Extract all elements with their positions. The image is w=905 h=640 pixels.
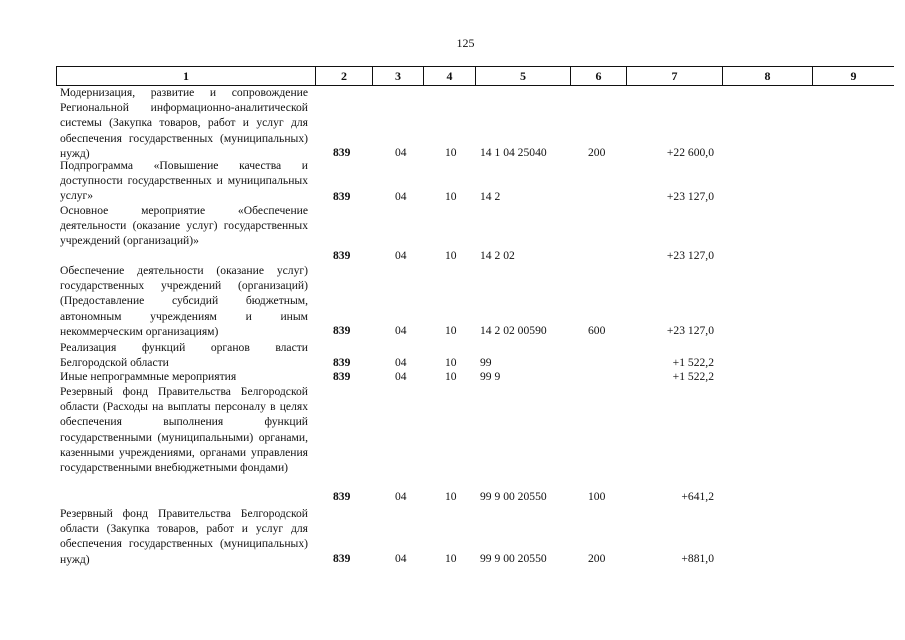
row-subsection: 10	[445, 146, 457, 159]
row-amount: +23 127,0	[666, 324, 714, 337]
row-ved: 839	[333, 190, 351, 203]
row-section: 04	[395, 249, 407, 262]
header-col-1: 1	[57, 67, 316, 85]
row-expense-type: 100	[588, 490, 606, 503]
row-subsection: 10	[445, 249, 457, 262]
row-description: Модернизация, развитие и сопровождение Региональной информационно-аналитической системы (Закупка товаров, работ и услуг для обеспечения государственных (муниципальных) нужд)	[60, 86, 308, 160]
row-ved: 839	[333, 324, 351, 337]
page-number: 125	[456, 36, 475, 50]
header-col-6: 6	[571, 67, 627, 85]
row-amount: +22 600,0	[666, 146, 714, 159]
row-target-article: 14 1 04 25040	[480, 146, 547, 159]
row-ved: 839	[333, 490, 351, 503]
row-description: Иные непрограммные мероприятия	[60, 370, 237, 383]
row-target-article: 99	[480, 356, 492, 369]
row-description: Резервный фонд Правительства Белгородской области (Закупка товаров, работ и услуг для обеспечения государственных (муниципальных) нужд)	[60, 507, 308, 566]
row-amount: +881,0	[681, 552, 714, 565]
row-subsection: 10	[445, 324, 457, 337]
header-col-2: 2	[316, 67, 373, 85]
row-section: 04	[395, 324, 407, 337]
header-col-9: 9	[850, 69, 857, 83]
row-description: Обеспечение деятельности (оказание услуг) государственных учреждений (организаций) (Предоставление субсидий бюджетным, автономным учреждениям и иным некоммерческим организациям)	[60, 264, 308, 338]
row-target-article: 14 2	[480, 190, 501, 203]
row-ved: 839	[333, 249, 351, 262]
row-ved: 839	[333, 552, 351, 565]
row-subsection: 10	[445, 552, 457, 565]
row-target-article: 14 2 02 00590	[480, 324, 547, 337]
row-expense-type: 200	[588, 552, 606, 565]
row-amount: +1 522,2	[672, 370, 714, 383]
row-ved: 839	[333, 370, 351, 383]
row-target-article: 99 9 00 20550	[480, 490, 547, 503]
table-header	[56, 66, 894, 86]
header-col-3: 3	[373, 67, 424, 85]
header-col-8: 8	[723, 67, 813, 85]
row-amount: +641,2	[681, 490, 714, 503]
row-section: 04	[395, 370, 407, 383]
row-ved: 839	[333, 356, 351, 369]
row-description: Резервный фонд Правительства Белгородской области (Расходы на выплаты персоналу в целях обеспечения выполнения функций государственными (муниципальными) органами, казенными учреждениями, органами управления государственными внебюджетными фондами)	[60, 385, 308, 475]
row-subsection: 10	[445, 490, 457, 503]
row-section: 04	[395, 490, 407, 503]
row-description: Основное мероприятие «Обеспечение деятельности (оказание услуг) государственных учреждений (организаций)»	[60, 204, 308, 248]
row-section: 04	[395, 190, 407, 203]
row-target-article: 99 9 00 20550	[480, 552, 547, 565]
row-target-article: 99 9	[480, 370, 501, 383]
row-amount: +23 127,0	[666, 249, 714, 262]
row-section: 04	[395, 146, 407, 159]
row-subsection: 10	[445, 190, 457, 203]
header-col-7: 7	[627, 67, 723, 85]
row-expense-type: 200	[588, 146, 606, 159]
row-expense-type: 600	[588, 324, 606, 337]
row-section: 04	[395, 356, 407, 369]
row-ved: 839	[333, 146, 351, 159]
header-col-4: 4	[424, 67, 476, 85]
row-description: Реализация функций органов власти Белгородской области	[60, 341, 308, 370]
header-col-5: 5	[476, 67, 571, 85]
row-subsection: 10	[445, 356, 457, 369]
row-section: 04	[395, 552, 407, 565]
row-amount: +23 127,0	[666, 190, 714, 203]
row-description: Подпрограмма «Повышение качества и доступности государственных и муниципальных услуг»	[60, 159, 308, 203]
row-target-article: 14 2 02	[480, 249, 515, 262]
row-amount: +1 522,2	[672, 356, 714, 369]
row-subsection: 10	[445, 370, 457, 383]
